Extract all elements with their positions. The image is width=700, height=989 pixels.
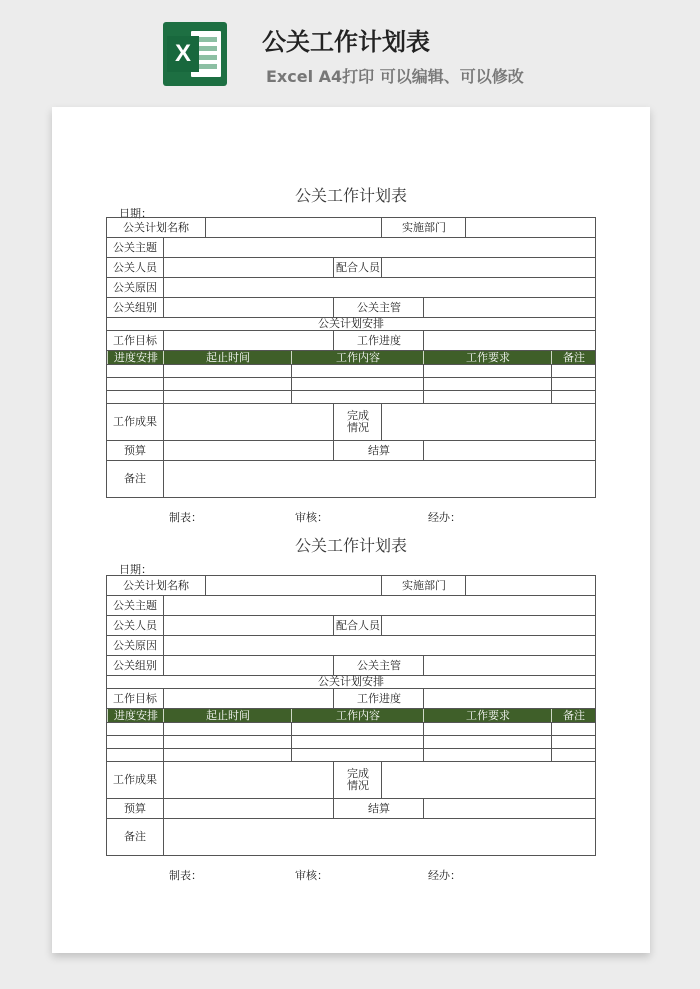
dept-value[interactable] <box>465 576 596 595</box>
settlement-value[interactable] <box>423 799 596 818</box>
plan-table <box>106 575 596 856</box>
reviewer-label: 审核： <box>295 869 328 882</box>
schedule-header-row <box>106 351 596 365</box>
staff-label: 公关人员 <box>113 618 157 632</box>
plan-table <box>106 217 596 498</box>
date-label: 日期： <box>119 207 152 220</box>
supervisor-label: 公关主管 <box>333 656 424 675</box>
completion-label <box>333 404 382 440</box>
col-note: 备注 <box>551 709 596 722</box>
progress-value[interactable] <box>423 331 596 350</box>
coop-staff-value[interactable] <box>381 616 596 635</box>
remark-label: 备注 <box>124 472 146 485</box>
goal-value[interactable] <box>163 331 334 350</box>
result-value[interactable] <box>163 404 334 440</box>
excel-icon <box>163 22 227 86</box>
date-label: 日期： <box>119 563 152 576</box>
group-label: 公关组别 <box>113 658 157 672</box>
plan-name-label: 公关计划名称 <box>123 220 189 234</box>
document-page <box>52 107 650 953</box>
col-time: 起止时间 <box>163 351 292 364</box>
result-label: 工作成果 <box>113 773 157 786</box>
progress-value[interactable] <box>423 689 596 708</box>
budget-label: 预算 <box>124 801 146 815</box>
schedule-header-row <box>106 709 596 723</box>
coop-staff-label: 配合人员 <box>333 616 382 635</box>
progress-label: 工作进度 <box>333 689 424 708</box>
col-time: 起止时间 <box>163 709 292 722</box>
col-schedule: 进度安排 <box>107 709 164 722</box>
schedule-row[interactable] <box>106 391 596 404</box>
handler-label: 经办： <box>428 511 461 524</box>
group-value[interactable] <box>163 298 334 317</box>
completion-label-line1: 完成 <box>347 409 369 422</box>
col-requirement: 工作要求 <box>423 351 552 364</box>
theme-label: 公关主题 <box>113 240 157 254</box>
supervisor-value[interactable] <box>423 298 596 317</box>
completion-label <box>333 762 382 798</box>
handler-label: 经办： <box>428 869 461 882</box>
form-title: 公关工作计划表 <box>294 186 407 205</box>
dept-value[interactable] <box>465 218 596 237</box>
arrangement-label: 公关计划安排 <box>318 675 384 688</box>
staff-value[interactable] <box>163 258 334 277</box>
result-value[interactable] <box>163 762 334 798</box>
page-title: 公关工作计划表 <box>262 28 430 56</box>
completion-value[interactable] <box>381 404 596 440</box>
plan-name-label: 公关计划名称 <box>123 578 189 592</box>
dept-label: 实施部门 <box>381 218 466 237</box>
col-schedule: 进度安排 <box>107 351 164 364</box>
supervisor-value[interactable] <box>423 656 596 675</box>
theme-value[interactable] <box>163 596 596 615</box>
staff-label: 公关人员 <box>113 260 157 274</box>
settlement-label: 结算 <box>333 441 424 460</box>
supervisor-label: 公关主管 <box>333 298 424 317</box>
schedule-row[interactable] <box>106 736 596 749</box>
goal-label: 工作目标 <box>113 691 157 705</box>
goal-label: 工作目标 <box>113 333 157 347</box>
schedule-row[interactable] <box>106 365 596 378</box>
budget-value[interactable] <box>163 799 334 818</box>
reason-value[interactable] <box>163 636 596 655</box>
col-content: 工作内容 <box>291 709 424 722</box>
schedule-row[interactable] <box>106 723 596 736</box>
completion-label-line2: 情况 <box>347 779 369 792</box>
completion-label-line2: 情况 <box>347 421 369 434</box>
remark-value[interactable] <box>163 461 596 497</box>
maker-label: 制表： <box>169 869 202 882</box>
col-note: 备注 <box>551 351 596 364</box>
reason-value[interactable] <box>163 278 596 297</box>
remark-label: 备注 <box>124 830 146 843</box>
coop-staff-label: 配合人员 <box>333 258 382 277</box>
staff-value[interactable] <box>163 616 334 635</box>
theme-label: 公关主题 <box>113 598 157 612</box>
group-value[interactable] <box>163 656 334 675</box>
reason-label: 公关原因 <box>113 638 157 652</box>
completion-value[interactable] <box>381 762 596 798</box>
plan-name-value[interactable] <box>205 576 382 595</box>
settlement-value[interactable] <box>423 441 596 460</box>
plan-name-value[interactable] <box>205 218 382 237</box>
form-title: 公关工作计划表 <box>294 536 407 555</box>
schedule-row[interactable] <box>106 378 596 391</box>
reviewer-label: 审核： <box>295 511 328 524</box>
group-label: 公关组别 <box>113 300 157 314</box>
arrangement-label: 公关计划安排 <box>318 317 384 330</box>
page-subtitle: Excel A4打印 可以编辑、可以修改 <box>266 67 524 86</box>
result-label: 工作成果 <box>113 415 157 428</box>
remark-value[interactable] <box>163 819 596 855</box>
excel-letter: X <box>167 36 199 72</box>
col-requirement: 工作要求 <box>423 709 552 722</box>
settlement-label: 结算 <box>333 799 424 818</box>
progress-label: 工作进度 <box>333 331 424 350</box>
budget-label: 预算 <box>124 443 146 457</box>
page-header <box>0 0 700 100</box>
maker-label: 制表： <box>169 511 202 524</box>
col-content: 工作内容 <box>291 351 424 364</box>
coop-staff-value[interactable] <box>381 258 596 277</box>
completion-label-line1: 完成 <box>347 767 369 780</box>
reason-label: 公关原因 <box>113 280 157 294</box>
theme-value[interactable] <box>163 238 596 257</box>
goal-value[interactable] <box>163 689 334 708</box>
budget-value[interactable] <box>163 441 334 460</box>
dept-label: 实施部门 <box>381 576 466 595</box>
schedule-row[interactable] <box>106 749 596 762</box>
